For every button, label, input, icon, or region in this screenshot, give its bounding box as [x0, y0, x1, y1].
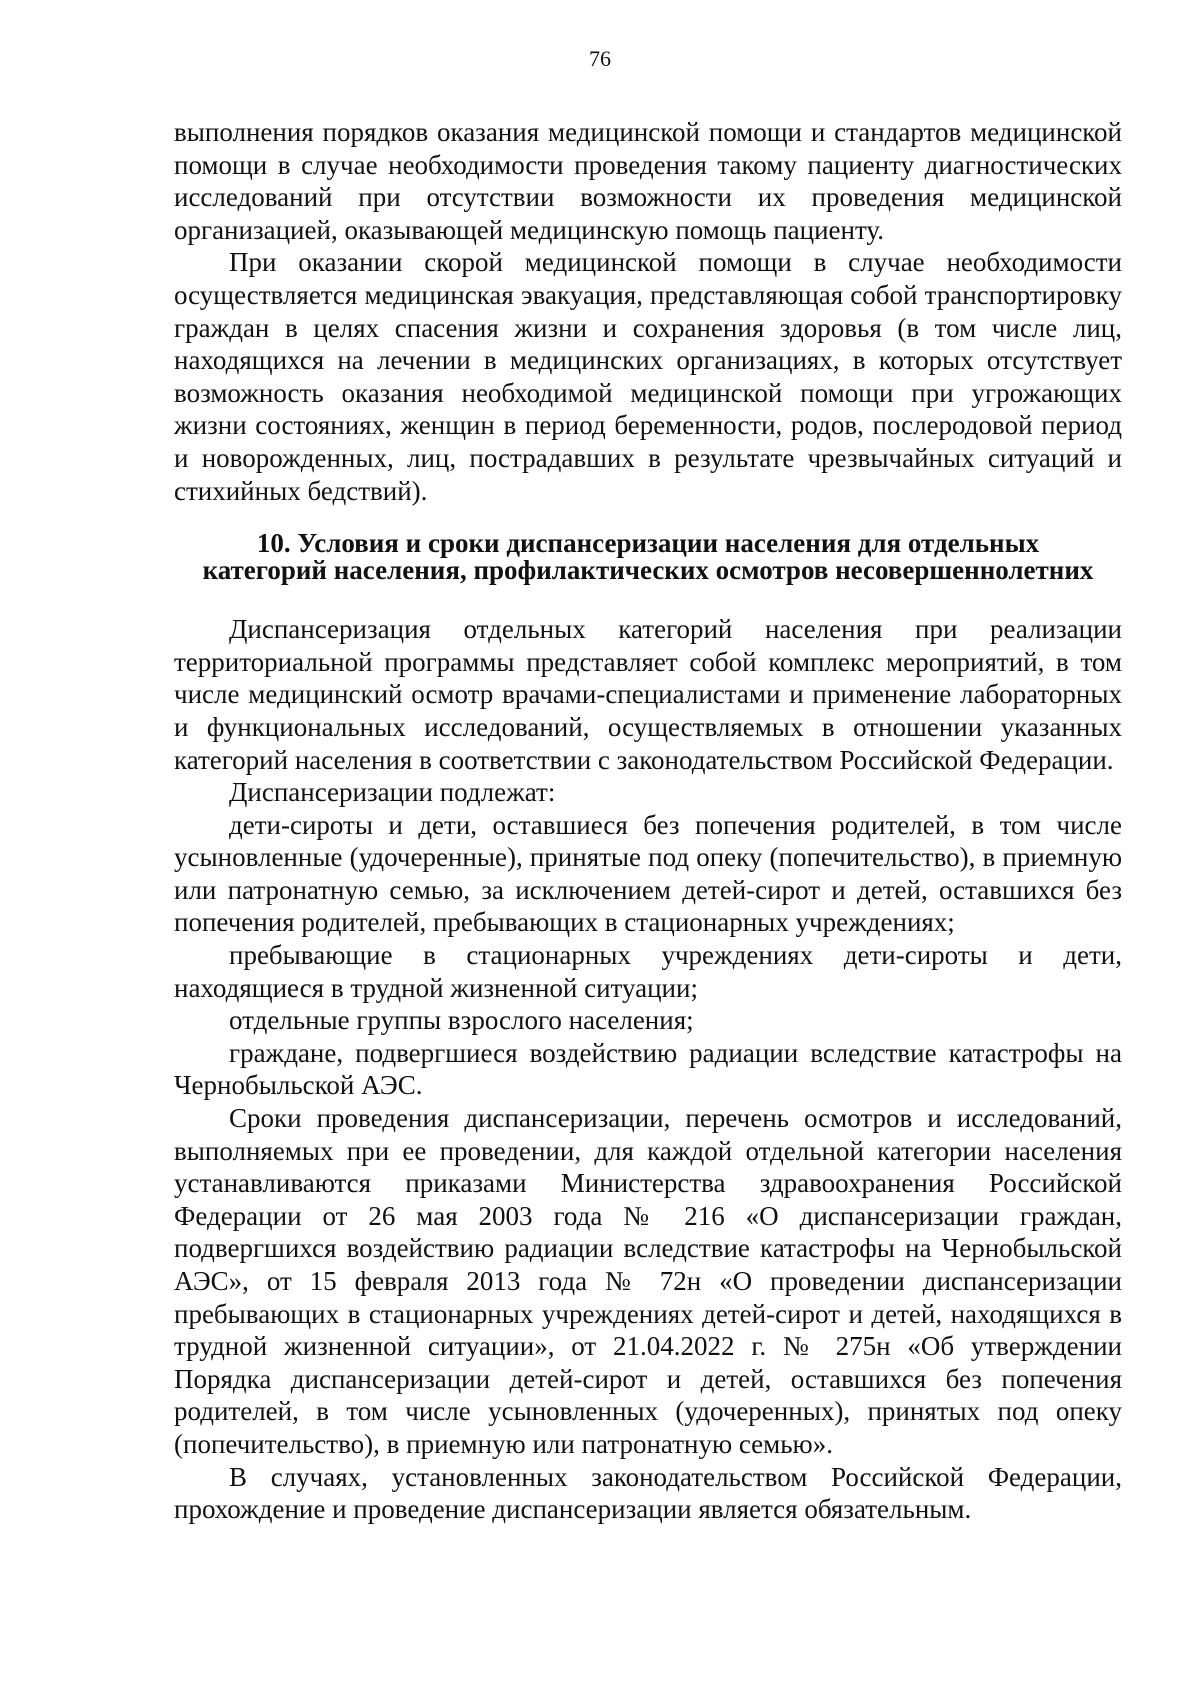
paragraph-terms-orders: Сроки проведения диспансеризации, перечень осмотров и исследований, выполняемых при ее проведении, для каждой отдельной категории населения устанавливаются приказами Министерства здравоохранения Российской Федерации от 26 мая 2003 года № 216 «О диспансеризации граждан, подвергшихся воздействию радиации вследствие катастрофы на Чернобыльской АЭС», от 15 февраля 2013 года № 72н «О проведении диспансеризации пребывающих в стационарных учреждениях детей-сирот и детей, находящихся в трудной жизненной ситуации», от 21.04.2022 г. № 275н «Об утверждении Порядка диспансеризации детей-сирот и детей, оставшихся без попечения родителей, в том числе усыновленных (удочеренных), принятых под опеку (попечительство), в приемную или патронатную семью».: [174, 1103, 1122, 1459]
list-item-institution-children: пребывающие в стационарных учреждениях дети-сироты и дети, находящиеся в трудной жизненной ситуации;: [174, 940, 1122, 1003]
list-item-orphans: дети-сироты и дети, оставшиеся без попечения родителей, в том числе усыновленные (удочеренные), принятые под опеку (попечительство), в приемную или патронатную семью, за исключением детей-сирот и детей, оставшихся без попечения родителей, пребывающих в стационарных учреждениях;: [174, 809, 1122, 938]
list-item-chernobyl: граждане, подвергшиеся воздействию радиации вследствие катастрофы на Чернобыльской АЭС.: [174, 1037, 1122, 1101]
page-number: 76: [589, 46, 611, 71]
document-body: [174, 116, 1122, 1526]
paragraph-dispensary-definition: Диспансеризация отдельных категорий населения при реализации территориальной программы представляет собой комплекс мероприятий, в том числе медицинский осмотр врачами-специалистами и применение лабораторных и функциональных исследований, осуществляемых в отношении указанных категорий населения в соответствии с законодательством Российской Федерации.: [174, 614, 1122, 775]
paragraph-subject-to: Диспансеризации подлежат:: [229, 777, 556, 808]
paragraph-continuation: выполнения порядков оказания медицинской помощи и стандартов медицинской помощи в случае необходимости проведения такому пациенту диагностических исследований при отсутствии возможности их проведения медицинской организацией, оказывающей медицинскую помощь пациенту.: [174, 117, 1122, 245]
paragraph-mandatory: В случаях, установленных законодательством Российской Федерации, прохождение и проведение диспансеризации является обязательным.: [174, 1461, 1122, 1525]
paragraph-ambulance-evacuation: При оказании скорой медицинской помощи в случае необходимости осуществляется медицинская эвакуация, представляющая собой транспортировку граждан в целях спасения жизни и сохранения здоровья (в том числе лиц, находящихся на лечении в медицинских организациях, в которых отсутствует возможность оказания необходимой медицинской помощи при угрожающих жизни состояниях, женщин в период беременности, родов, послеродовой период и новорожденных, лиц, пострадавших в результате чрезвычайных ситуаций и стихийных бедствий).: [174, 247, 1122, 506]
section-heading-line-2: категорий населения, профилактических осмотров несовершеннолетних: [202, 555, 1094, 586]
list-item-adult-groups: отдельные группы взрослого населения;: [229, 1005, 694, 1036]
section-heading-line-1: 10. Условия и сроки диспансеризации населения для отдельных: [256, 528, 1040, 559]
section-heading: [174, 530, 1122, 584]
